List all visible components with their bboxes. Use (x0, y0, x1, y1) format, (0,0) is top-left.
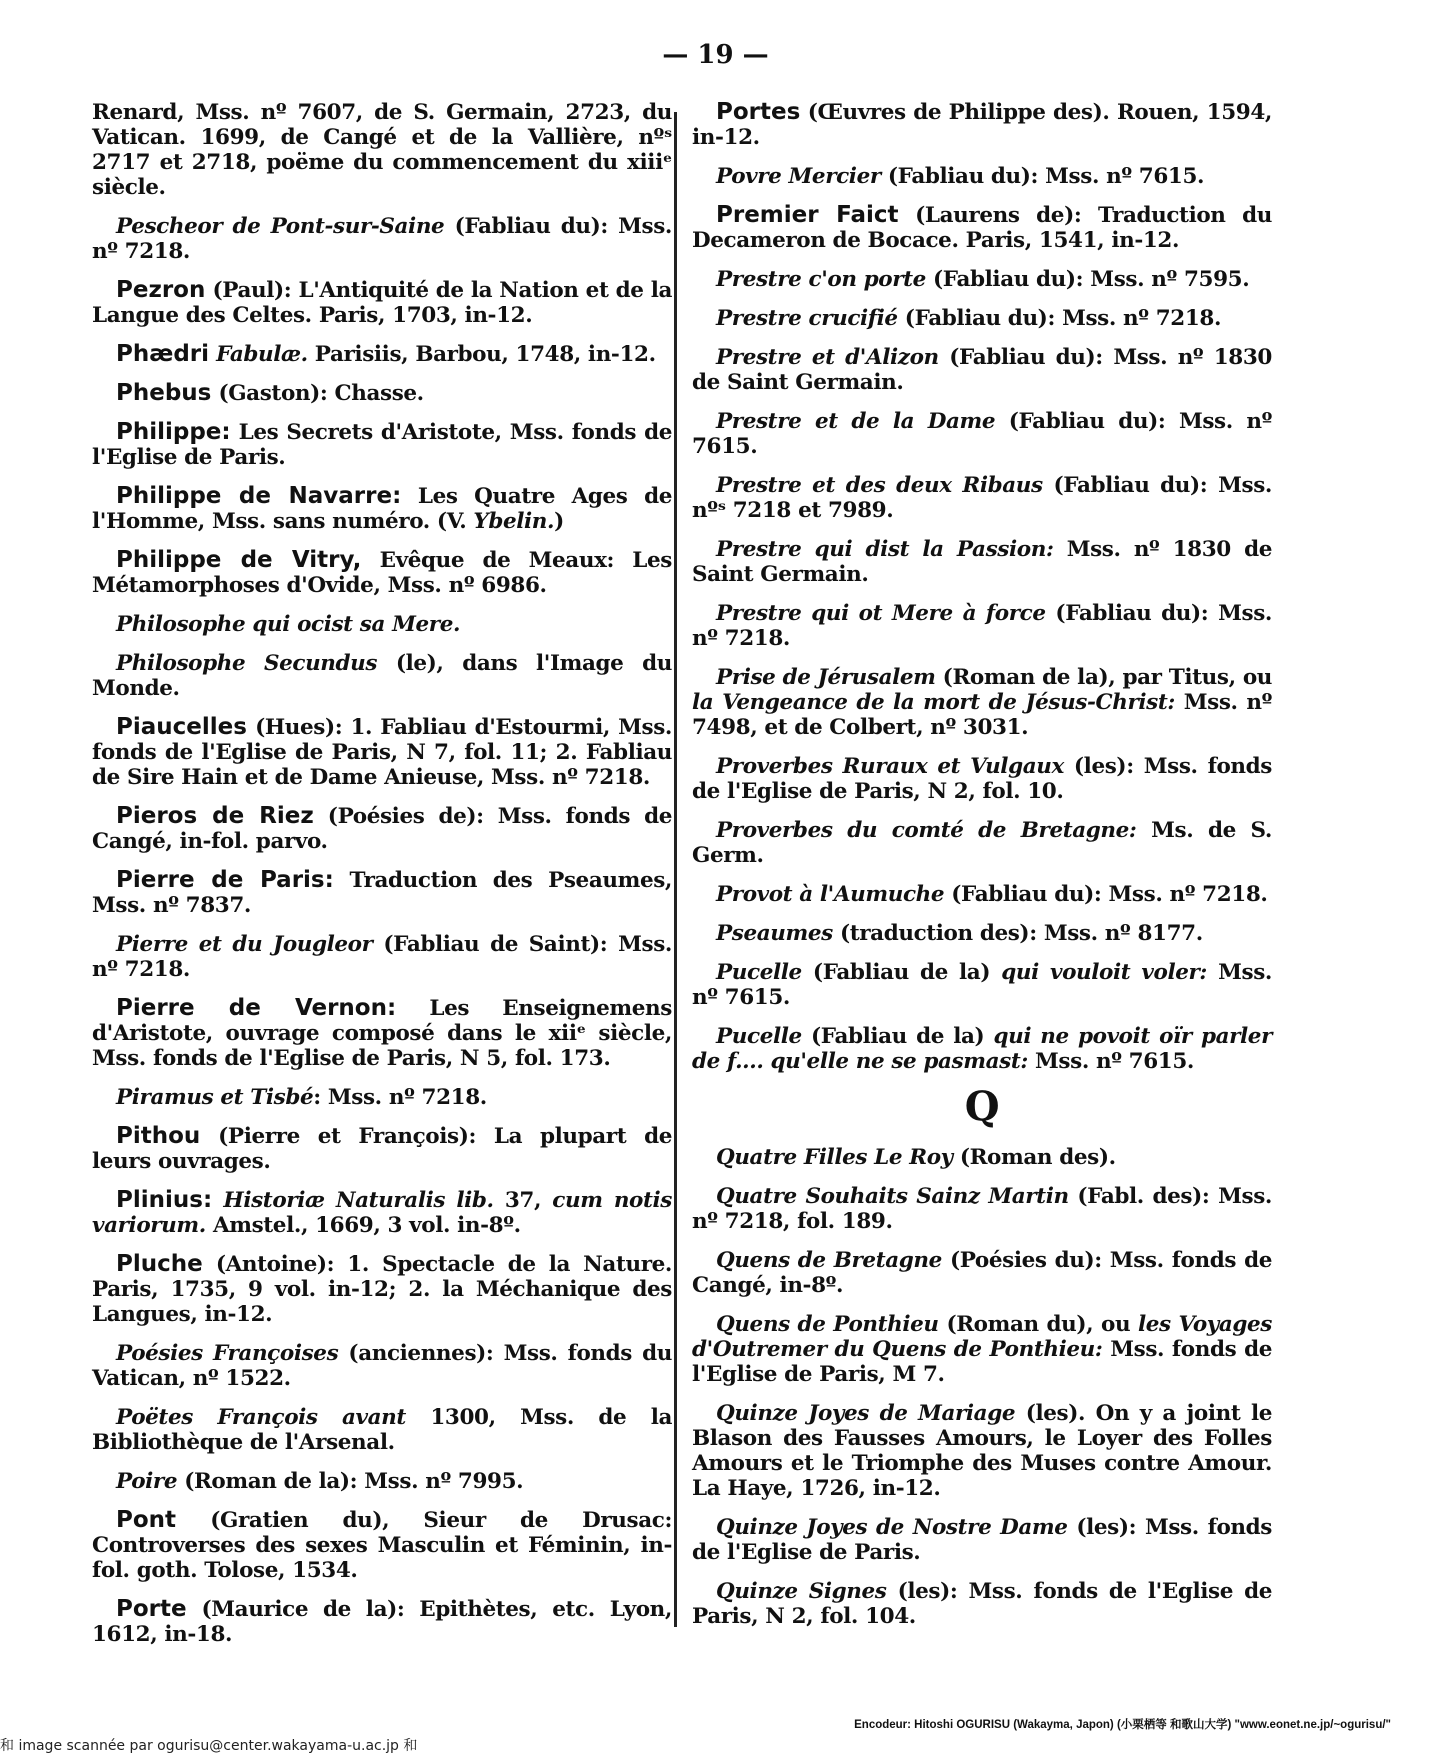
entry-headword: Piaucelles (116, 714, 247, 740)
bibliography-entry (692, 882, 1272, 907)
entry-headword: Porte (116, 1596, 187, 1622)
bibliography-entry (92, 1469, 672, 1494)
entry-title-italic: Pseaumes (716, 921, 833, 946)
bibliography-entry (692, 1024, 1272, 1074)
bibliography-entry (92, 100, 672, 200)
bibliography-entry (692, 818, 1272, 868)
entry-title-italic: Prise de Jérusalem (716, 665, 936, 690)
entry-text: (Maurice de la): Epithètes, etc. Lyon, 1612, in-18. (92, 1597, 672, 1647)
entry-title-italic: Prestre crucifié (716, 306, 898, 331)
entry-text: (le), dans l'Image du Monde. (92, 651, 672, 701)
entry-text: (Roman de la): Mss. nº 7995. (177, 1469, 524, 1494)
entry-title-italic: Prestre c'on porte (716, 267, 926, 292)
bibliography-entry (692, 1579, 1272, 1629)
entry-title-italic: Quatre Souhaits Sainz Martin (716, 1184, 1069, 1209)
entry-text: Les Enseignemens d'Aristote, ouvrage composé dans le xiiᵉ siècle, Mss. fonds de l'Eglise de Paris, N 5, fol. 173. (92, 996, 672, 1071)
bibliography-entry (692, 306, 1272, 331)
left-column (92, 100, 672, 1661)
entry-title-italic: Pierre et du Jougleor (116, 932, 373, 957)
entry-text: (Poésies de): Mss. fonds de Cangé, in-fol. parvo. (92, 804, 672, 854)
bibliography-entry (92, 1252, 672, 1327)
bibliography-entry (92, 1124, 672, 1174)
entry-text: (Œuvres de Philippe des). Rouen, 1594, in-12. (692, 100, 1272, 150)
entry-text: 37, (493, 1188, 553, 1213)
bibliography-entry (92, 278, 672, 328)
bibliography-entry (92, 932, 672, 982)
entry-text: (Paul): L'Antiquité de la Nation et de la Langue des Celtes. Paris, 1703, in-12. (92, 278, 672, 328)
bibliography-entry (692, 345, 1272, 395)
entry-title-italic: qui ne povoit oïr parler de f.... qu'elle ne se pasmast: (692, 1024, 1273, 1074)
entry-text: Traduction des Pseaumes, Mss. nº 7837. (92, 868, 673, 918)
entry-text: (les): Mss. fonds de l'Eglise de Paris, N 2, fol. 104. (692, 1579, 1272, 1629)
entry-title-italic: Pucelle (716, 1024, 802, 1049)
entry-text: (Fabliau de Saint): Mss. nº 7218. (92, 932, 672, 982)
entry-text: (Fabliau de la) (801, 960, 1002, 985)
entry-text: Mss. nº 7498, et de Colbert, nº 3031. (692, 690, 1272, 740)
entry-title-italic: Poire (116, 1469, 178, 1494)
bibliography-entry (692, 1515, 1272, 1565)
bibliography-entry (692, 1401, 1272, 1501)
entry-headword: Plinius: (116, 1187, 213, 1213)
entry-title-italic: Fabulæ. (216, 342, 308, 367)
entry-text: Mss. nº 7615. (1027, 1049, 1194, 1074)
bibliography-entry (92, 1341, 672, 1391)
entry-title-italic: Pescheor de Pont-sur-Saine (116, 214, 445, 239)
column-divider (674, 112, 677, 1627)
entry-headword: Pont (116, 1507, 177, 1533)
entry-title-italic: Historiæ Naturalis lib. (223, 1188, 494, 1213)
entry-text: Parisiis, Barbou, 1748, in-12. (307, 342, 656, 367)
right-column-p-entries (692, 100, 1272, 1074)
entry-text: (anciennes): Mss. fonds du Vatican, nº 1522. (92, 1341, 673, 1391)
entry-title-italic: Poésies Françoises (116, 1341, 339, 1366)
entry-title-italic: Quinze Signes (716, 1579, 887, 1604)
bibliography-entry (692, 921, 1272, 946)
entry-title-italic: Quinze Joyes de Mariage (716, 1401, 1016, 1426)
entry-title-italic: cum notis variorum. (92, 1188, 672, 1238)
entry-text: (Fabliau du): Mss. nº 7595. (925, 267, 1250, 292)
entry-text: (Fabliau du): Mss. nº 7218. (897, 306, 1222, 331)
entry-title-italic: Philosophe qui ocist sa Mere. (116, 612, 461, 637)
entry-text: (Fabliau du): Mss. nº 7218. (692, 601, 1273, 651)
bibliography-entry (92, 214, 672, 264)
entry-text: (traduction des): Mss. nº 8177. (832, 921, 1203, 946)
entry-text: (Gaston): Chasse. (211, 381, 424, 406)
entry-title-italic: Philosophe Secundus (116, 651, 378, 676)
entry-title-italic: Povre Mercier (716, 164, 881, 189)
bibliography-entry (692, 203, 1272, 253)
entry-title-italic: Prestre et de la Dame (716, 409, 996, 434)
entry-text (212, 1188, 223, 1213)
entry-text: Renard, Mss. nº 7607, de S. Germain, 2723, du Vatican. 1699, de Cangé et de la Vallière, nºˢ 2717 et 2718, poëme du commencement du xiiiᵉ siècle. (92, 100, 672, 200)
entry-text: Mss. fonds de l'Eglise de Paris, M 7. (692, 1337, 1273, 1387)
entry-title-italic: Prestre qui ot Mere à force (716, 601, 1046, 626)
entry-text: Amstel., 1669, 3 vol. in-8º. (205, 1213, 521, 1238)
entry-text: (Fabliau du): Mss. nº 1830 de Saint Germain. (692, 345, 1272, 395)
bibliography-entry (92, 868, 672, 918)
entry-title-italic: Prestre qui dist la Passion: (716, 537, 1054, 562)
bibliography-entry (692, 100, 1272, 150)
bibliography-entry (92, 1597, 672, 1647)
entry-text: Ms. de S. Germ. (692, 818, 1272, 868)
entry-text: Mss. nº 7615. (692, 960, 1272, 1010)
entry-text: (Gratien du), Sieur de Drusac: Controverses des sexes Masculin et Féminin, in-fol. goth. Tolose, 1534. (92, 1508, 672, 1583)
entry-title-italic: Piramus et Tisbé (116, 1085, 314, 1110)
bibliography-entry (92, 484, 672, 534)
entry-headword: Philippe: (116, 419, 231, 445)
entry-headword: Phebus (116, 380, 212, 406)
entry-text: (Fabliau du): Mss. nº 7615. (692, 409, 1272, 459)
bibliography-entry (692, 601, 1272, 651)
bibliography-entry (92, 381, 672, 406)
entry-title-italic: Poëtes François avant (116, 1405, 406, 1430)
entry-text: (Poésies du): Mss. fonds de Cangé, in-8º. (692, 1248, 1272, 1298)
entry-text: (Fabliau du): Mss. nºˢ 7218 et 7989. (692, 473, 1272, 523)
entry-text: Evêque de Meaux: Les Métamorphoses d'Ovide, Mss. nº 6986. (92, 548, 672, 598)
bibliography-entry (692, 960, 1272, 1010)
bibliography-entry (92, 1188, 672, 1238)
entry-title-italic: Pucelle (716, 960, 802, 985)
entry-headword: Pezron (116, 277, 206, 303)
entry-text: Mss. nº 1830 de Saint Germain. (692, 537, 1272, 587)
bibliography-entry (692, 473, 1272, 523)
entry-headword: Philippe de Navarre: (116, 483, 402, 509)
right-column (692, 100, 1272, 1643)
bibliography-entry (692, 665, 1272, 740)
entry-text: (Pierre et François): La plupart de leurs ouvrages. (92, 1124, 672, 1174)
entry-title-italic: Quens de Ponthieu (716, 1312, 939, 1337)
entry-text: Les Quatre Ages de l'Homme, Mss. sans numéro. (V. (92, 484, 672, 534)
entry-title-italic: les Voyages d'Outremer du Quens de Ponthieu: (692, 1312, 1273, 1362)
entry-text: (Roman de la), par Titus, ou (935, 665, 1272, 690)
bibliography-entry (692, 754, 1272, 804)
entry-text: (les). On y a joint le Blason des Fausses Amours, le Loyer des Folles Amours et le Triomphe des Muses contre Amour. La Haye, 1726, in-12. (692, 1401, 1272, 1501)
entry-title-italic: Ybelin. (473, 509, 555, 534)
bibliography-entry (692, 1248, 1272, 1298)
entry-title-italic: Quatre Filles Le Roy (716, 1145, 953, 1170)
entry-text: Les Secrets d'Aristote, Mss. fonds de l'Eglise de Paris. (92, 420, 672, 470)
entry-headword: Pierre de Paris: (116, 867, 334, 893)
encoder-credit: Encodeur: Hitoshi OGURISU (Wakayma, Japon) (小栗栖等 和歌山大学) "www.eonet.ne.jp/~ogurisu/" (854, 1719, 1391, 1731)
entry-text: ) (554, 509, 564, 534)
entry-title-italic: la Vengeance de la mort de Jésus-Christ: (692, 690, 1175, 715)
entry-text: (Roman du), ou (938, 1312, 1138, 1337)
entry-text: (Antoine): 1. Spectacle de la Nature. Paris, 1735, 9 vol. in-12; 2. la Méchanique des Langues, in-12. (92, 1252, 672, 1327)
entry-text: (Laurens de): Traduction du Decameron de Bocace. Paris, 1541, in-12. (692, 203, 1272, 253)
entry-text: (Fabliau de la) (801, 1024, 994, 1049)
entry-text: (Hues): 1. Fabliau d'Estourmi, Mss. fonds de l'Eglise de Paris, N 7, fol. 11; 2. Fabliau de Sire Hain et de Dame Anieuse, Mss. nº 7218. (92, 715, 672, 790)
entry-headword: Pithou (116, 1123, 201, 1149)
bibliography-entry (92, 651, 672, 701)
entry-text: (Fabliau du): Mss. nº 7218. (944, 882, 1268, 907)
entry-title-italic: Proverbes Ruraux et Vulgaux (716, 754, 1064, 779)
page-number: — 19 — (662, 40, 769, 70)
entry-title-italic: Prestre et des deux Ribaus (716, 473, 1043, 498)
bibliography-entry (92, 342, 672, 367)
entry-headword: Phædri (116, 341, 210, 367)
entry-title-italic: Quinze Joyes de Nostre Dame (716, 1515, 1068, 1540)
bibliography-entry (92, 804, 672, 854)
entry-text: (Fabliau du): Mss. nº 7615. (880, 164, 1205, 189)
entry-text: (les): Mss. fonds de l'Eglise de Paris, N 2, fol. 10. (692, 754, 1272, 804)
entry-text: (Roman des). (952, 1145, 1116, 1170)
bibliography-entry (692, 1312, 1272, 1387)
bibliography-entry (92, 1085, 672, 1110)
entry-headword: Pierre de Vernon: (116, 995, 397, 1021)
bibliography-entry (692, 1145, 1272, 1170)
entry-title-italic: Proverbes du comté de Bretagne: (716, 818, 1137, 843)
bibliography-entry (92, 548, 672, 598)
entry-headword: Pieros de Riez (116, 803, 314, 829)
entry-text: (Fabliau du): Mss. nº 7218. (92, 214, 672, 264)
entry-title-italic: Quens de Bretagne (716, 1248, 942, 1273)
bibliography-entry (92, 1405, 672, 1455)
bibliography-entry (92, 612, 672, 637)
entry-text: (Fabl. des): Mss. nº 7218, fol. 189. (692, 1184, 1272, 1234)
bibliography-entry (692, 1184, 1272, 1234)
entry-headword: Premier Faict (716, 202, 899, 228)
entry-title-italic: qui vouloit voler: (1001, 960, 1207, 985)
section-letter-q: Q (964, 1083, 1000, 1130)
bibliography-entry (692, 409, 1272, 459)
entry-headword: Portes (716, 99, 801, 125)
entry-text: (les): Mss. fonds de l'Eglise de Paris. (692, 1515, 1272, 1565)
entry-text: 1300, Mss. de la Bibliothèque de l'Arsenal. (92, 1405, 672, 1455)
bibliography-entry (92, 1508, 672, 1583)
bibliography-entry (692, 267, 1272, 292)
bibliography-entry (92, 420, 672, 470)
entry-headword: Philippe de Vitry, (116, 547, 362, 573)
entry-headword: Pluche (116, 1251, 203, 1277)
bibliography-entry (692, 164, 1272, 189)
entry-title-italic: Prestre et d'Alizon (716, 345, 939, 370)
bibliography-entry (92, 715, 672, 790)
entry-title-italic: Provot à l'Aumuche (716, 882, 945, 907)
entry-text: : Mss. nº 7218. (313, 1085, 487, 1110)
bibliography-entry (692, 537, 1272, 587)
scan-credit: 和 image scannée par ogurisu@center.wakayama-u.ac.jp 和 (0, 1738, 418, 1754)
right-column-q-entries (692, 1145, 1272, 1629)
bibliography-entry (92, 996, 672, 1071)
